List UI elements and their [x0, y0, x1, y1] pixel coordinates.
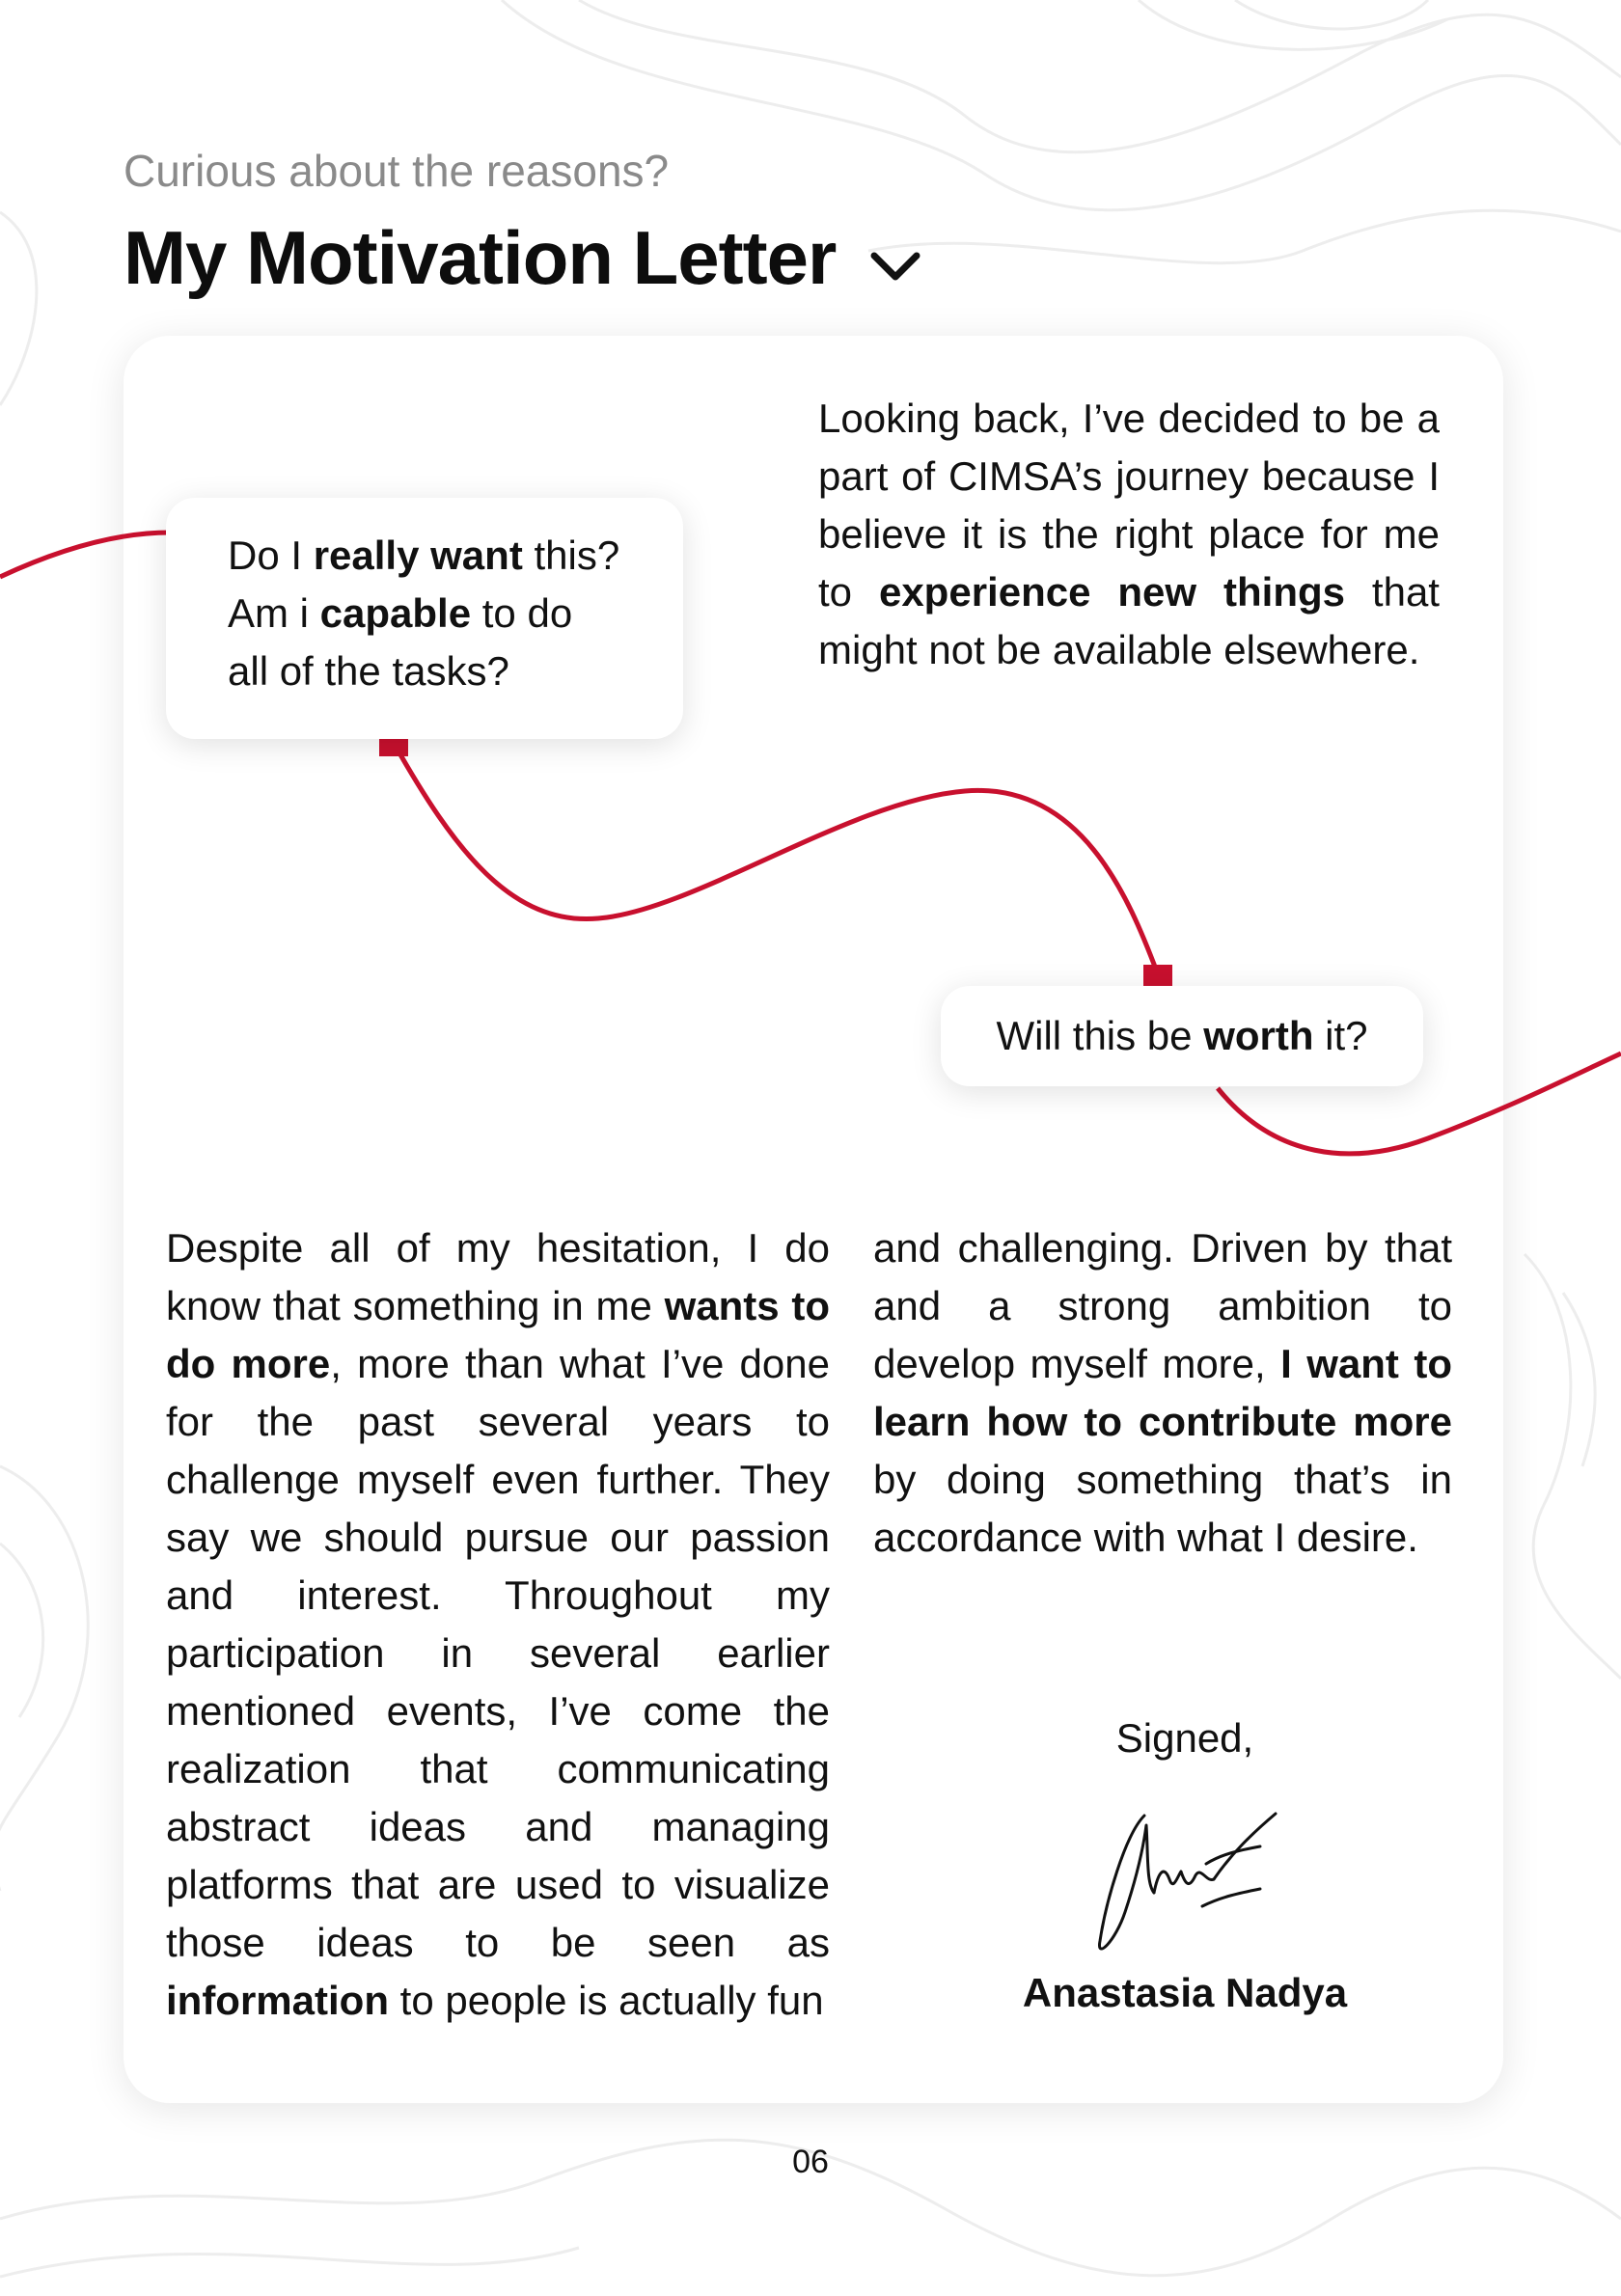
- chevron-down-icon[interactable]: [868, 248, 922, 287]
- signer-name: Anastasia Nadya: [1022, 1970, 1348, 2015]
- question-bubble-2: Will this be worth it?: [941, 986, 1423, 1086]
- section-kicker: Curious about the reasons?: [124, 146, 670, 196]
- handwritten-signature: [1086, 1796, 1279, 1960]
- page-number: 06: [792, 2144, 829, 2180]
- body-right-column: and challenging. Driven by that and a strong ambition to develop myself more, I want to learn how to contribute more by doing something that’s in accordance with what I desire.: [873, 1225, 1452, 1560]
- body-left-column: Despite all of my hesitation, I do know that something in me wants to do more, more than what I’ve done for the past several years to challenge myself even further. They say we should pursue our passion and interest. Throughout my participation in several earlier mentioned events, I’ve come the realization that communicating abstract ideas and managing platforms that are used to visualize those ideas to be seen as information to people is actually fun: [166, 1225, 830, 2023]
- title-row: [124, 214, 922, 302]
- intro-paragraph: Looking back, I’ve decided to be a part of CIMSA’s journey because I believe it is the right place for me to experience new things that might not be available elsewhere.: [818, 396, 1440, 672]
- page-title: My Motivation Letter: [124, 215, 837, 300]
- question-bubble-1: Do I really want this? Am i capable to do all of the tasks?: [166, 498, 683, 739]
- signed-label: Signed,: [1115, 1715, 1254, 1761]
